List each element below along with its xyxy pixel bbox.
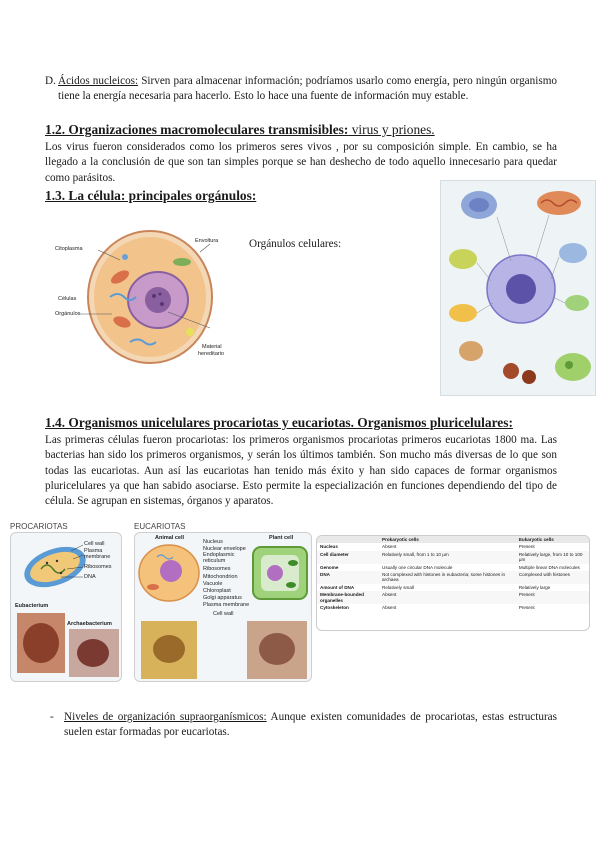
section-1-2-heading-bold: 1.2. Organizaciones macromoleculares transmisibles: xyxy=(45,122,349,137)
table-row xyxy=(317,604,589,611)
table-cell: Usually one circular DNA molecule xyxy=(382,564,453,570)
eucariotas-label-cell-wall: Cell wall xyxy=(213,611,234,617)
section-d-marker: D. xyxy=(45,75,56,87)
table-row xyxy=(317,591,589,604)
section-1-3-heading: 1.3. La célula: principales orgánulos: xyxy=(45,188,257,203)
label-organulos: Orgánulos xyxy=(55,311,81,317)
table-header-cell xyxy=(317,536,379,543)
label-citoplasma: Citoplasma xyxy=(55,246,83,252)
bullet-niveles-term: Niveles de organización supraorganísmicos: xyxy=(64,711,267,723)
table-cell: Genome xyxy=(320,564,339,570)
table-cell: Present xyxy=(516,591,589,604)
table-cell: Relatively large xyxy=(518,584,551,590)
table-cell: Present xyxy=(518,544,535,550)
table-cell: Relatively small, from 1 to 10 μm xyxy=(379,551,516,564)
table-cell: Cytoskeleton xyxy=(320,605,349,611)
bullet-niveles-paragraph xyxy=(64,710,557,741)
section-1-2-heading-light: virus y priones. xyxy=(348,122,435,137)
procariotas-label-plasma-membrane: Plasma membrane xyxy=(84,548,111,560)
table-header-row xyxy=(317,536,589,543)
table-cell: Membrane-bounded organelles xyxy=(317,591,379,604)
table-row xyxy=(317,543,589,550)
table-cell: Absent xyxy=(382,544,397,550)
procariotas-label-ribosomes: Ribosomes xyxy=(84,564,112,570)
procariotas-label-eubacterium: Eubacterium xyxy=(15,603,49,609)
prokaryote-eukaryote-table xyxy=(316,535,590,631)
bullet-marker: - xyxy=(50,711,54,723)
table-cell: Relatively small xyxy=(382,584,414,590)
procariotas-label-dna: DNA xyxy=(84,574,96,580)
procariotas-label-cell-wall: Cell wall xyxy=(84,541,105,547)
eucariotas-label-nuclear-envelope: Nuclear envelope xyxy=(203,546,246,552)
table-cell: DNA xyxy=(317,571,379,584)
section-d-term: Ácidos nucleicos: xyxy=(58,75,139,87)
table-row xyxy=(317,564,589,571)
section-1-4-paragraph: Las primeras células fueron procariotas: los primeros organismos procariotas primeros eucariotas 1800 ma. Las bacterias han sido los primeros organismos, y serán los últimos también. Son mucho más diversas de lo que son todas las eucariotas. Aun así las eucariotas han tenido más éxito y han sido capaces de formar organismos pluricelulares ya que han sabido asociarse. Esto permite la especialización en funciones dependiendo del tipo de célula. Se agrupan en sistemas, órganos y aparatos. xyxy=(45,434,557,508)
eucariotas-label-nucleus: Nucleus xyxy=(203,539,223,545)
eucariotas-label-mitochondrion: Mitochondrion xyxy=(203,574,238,580)
label-celulas: Células xyxy=(58,296,77,302)
table-cell: Multiple linear DNA molecules xyxy=(518,564,580,570)
eucariotas-label-animal-cell: Animal cell xyxy=(155,535,185,541)
eucariotas-title: EUCARIOTAS xyxy=(134,522,186,531)
table-cell: Amount of DNA xyxy=(320,584,355,590)
eucariotas-label-chloroplast: Chloroplast xyxy=(203,588,231,594)
eucariotas-label-er: Endoplasmic reticulum xyxy=(203,552,235,564)
label-envoltura: Envoltura xyxy=(195,238,219,244)
table-row xyxy=(317,584,589,591)
eucariotas-figure xyxy=(134,532,312,682)
eucariotas-label-vacuole: Vacuole xyxy=(203,581,223,587)
table-cell: Absent xyxy=(379,591,516,604)
table-cell: Complexed with histones xyxy=(516,571,589,584)
organelles-poster-illustration xyxy=(441,181,596,396)
table-row xyxy=(317,571,589,584)
procariotas-title: PROCARIOTAS xyxy=(10,522,68,531)
section-1-2-heading xyxy=(45,122,435,138)
organelles-poster-image xyxy=(440,180,596,396)
table-header-cell: Prokaryotic cells xyxy=(379,536,516,543)
procariotas-figure xyxy=(10,532,122,682)
table-cell: Nucleus xyxy=(320,544,338,550)
table-cell: Cell diameter xyxy=(317,551,379,564)
label-hereditario: hereditario xyxy=(198,351,224,357)
section-1-4-heading: 1.4. Organismos unicelulares procariotas y eucariotas. Organismos pluricelulares: xyxy=(45,415,513,430)
table-row xyxy=(317,551,589,564)
bullet-niveles-text: Aunque existen comunidades de procariotas, estas estructuras suelen estar formadas por eucariotas. xyxy=(64,711,557,739)
section-1-2-paragraph: Los virus fueron considerados como los primeros seres vivos , por su composición simple. En cambio, se ha llegado a la conclusión de que son tan simples porque se han deshecho de todo aquello innecesario para quedar como parásitos. xyxy=(45,141,557,184)
eucariotas-label-plant-cell: Plant cell xyxy=(269,535,294,541)
table-cell: Relatively large, from 10 to 100 μm xyxy=(516,551,589,564)
table-header-cell: Eukaryotic cells xyxy=(516,536,589,543)
table-cell: Not complexed with histones in eubacteria; some histones in archaea xyxy=(379,571,516,584)
label-material: Material xyxy=(202,344,222,350)
organulos-caption: Orgánulos celulares: xyxy=(249,238,342,250)
section-d-text: Sirven para almacenar información; podríamos usarlo como energía, pero ningún organismo tiene la energía necesaria para hacerlo. Esto lo hace una fuente de información muy estable. xyxy=(58,75,557,103)
eucariotas-label-ribosomes: Ribosomes xyxy=(203,566,231,572)
table-cell: Absent xyxy=(382,605,397,611)
eucariotas-label-plasma-membrane: Plasma membrane xyxy=(203,602,250,608)
eucariotas-label-golgi: Golgi apparatus xyxy=(203,595,242,601)
procariotas-label-archaebacterium: Archaebacterium xyxy=(67,621,112,627)
table-cell: Present xyxy=(518,605,535,611)
section-d-paragraph xyxy=(58,74,557,105)
cell-diagram-figure xyxy=(50,222,240,372)
